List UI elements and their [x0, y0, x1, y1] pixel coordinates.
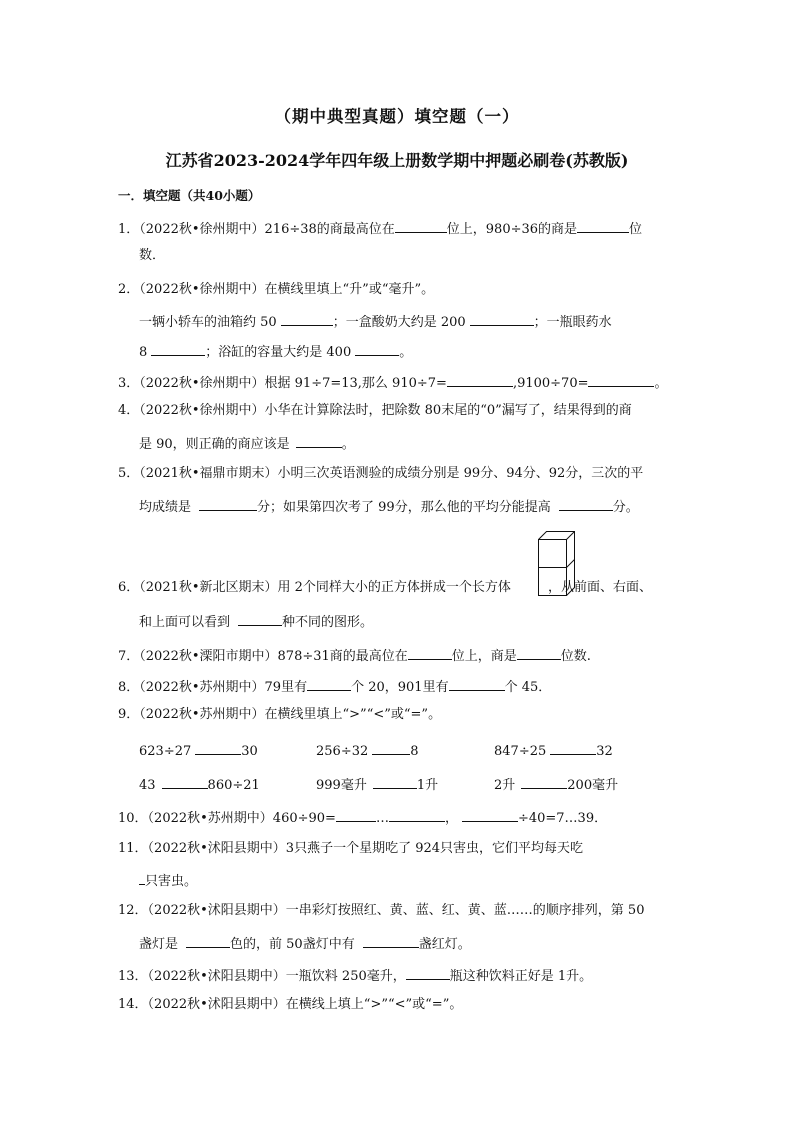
question-9 [118, 706, 441, 724]
question-4 [118, 402, 632, 420]
compare-left: 847÷25 [494, 744, 547, 759]
answer-blank[interactable] [238, 611, 282, 626]
question-text: 14．（2022秋•沭阳县期中）在横线上填上“>”“<”或“=”。 [118, 997, 463, 1012]
question-text: 13．（2022秋•沭阳县期中）一瓶饮料 250毫升， [118, 969, 406, 984]
question-text: 分。 [612, 500, 639, 515]
question-text: 个 45． [504, 680, 552, 695]
answer-blank[interactable] [521, 774, 567, 789]
compare-item [139, 774, 260, 793]
question-text: 3．（2022秋•徐州期中）根据 91÷7=13,那么 910÷7= [118, 376, 447, 391]
question-text: 。 [341, 437, 355, 452]
section-heading: 一．填空题（共40小题） [118, 188, 261, 203]
answer-blank[interactable] [588, 372, 654, 387]
page-title: （期中典型真题）填空题（一） [274, 107, 520, 126]
question-text: 位上，商是 [451, 649, 517, 664]
answer-blank[interactable] [151, 341, 205, 356]
question-11-cont [139, 870, 197, 891]
answer-blank[interactable] [447, 372, 513, 387]
question-text: 7．（2022秋•溧阳市期中）878÷31商的最高位在 [118, 649, 408, 664]
compare-right: 860÷21 [207, 778, 260, 793]
question-text: 11．（2022秋•沭阳县期中）3只燕子一个星期吃了 924只害虫，它们平均每天吃 [118, 841, 584, 856]
question-text: ；一瓶眼药水 [533, 315, 612, 330]
question-text: 数． [139, 248, 166, 263]
question-text: 位数. [560, 649, 591, 664]
answer-blank[interactable] [307, 676, 351, 691]
question-text: 个 20，901里有 [351, 680, 449, 695]
answer-blank[interactable] [577, 218, 629, 233]
answer-blank[interactable] [559, 496, 613, 511]
question-text: ,9100÷70= [512, 376, 589, 391]
question-2 [118, 281, 434, 299]
question-text: ， [444, 811, 458, 826]
compare-item [494, 774, 618, 793]
question-text: 均成绩是 [139, 500, 192, 515]
answer-blank[interactable] [363, 933, 419, 948]
question-1 [118, 218, 642, 239]
question-text: 色的，前 50盏灯中有 [230, 937, 355, 952]
question-text: 9．（2022秋•苏州期中）在横线里填上“>”“<”或“=”。 [118, 707, 442, 722]
question-text: … [375, 811, 389, 826]
compare-left: 999毫升 [316, 778, 367, 793]
compare-left: 256÷32 [316, 744, 369, 759]
question-14 [118, 996, 462, 1014]
question-text: ÷40=7…39． [517, 811, 608, 826]
answer-blank[interactable] [470, 311, 534, 326]
question-11 [118, 840, 583, 858]
question-text: 一辆小轿车的油箱约 50 [139, 315, 277, 330]
answer-blank[interactable] [195, 740, 241, 755]
compare-item [316, 740, 419, 759]
compare-right: 1升 [416, 778, 439, 793]
question-5 [118, 465, 643, 483]
question-text: 4．（2022秋•徐州期中）小华在计算除法时，把除数 80末尾的“0”漏写了，结果得到的商 [118, 403, 632, 418]
question-text: 和上面可以看到 [139, 615, 231, 630]
page-subtitle: 江苏省2023-2024学年四年级上册数学期中押题必刷卷(苏教版) [165, 151, 629, 170]
question-6-cont [139, 611, 373, 632]
compare-left: 623÷27 [139, 744, 192, 759]
compare-item [139, 740, 258, 759]
question-text: ，从前面、右面、 [547, 580, 652, 595]
question-text: 瓶这种饮料正好是 1升。 [449, 969, 593, 984]
answer-blank[interactable] [389, 807, 445, 822]
question-text: 10．（2022秋•苏州期中）460÷90= [118, 811, 336, 826]
answer-blank[interactable] [372, 740, 410, 755]
question-13 [118, 965, 592, 986]
question-4-cont [139, 433, 355, 454]
compare-right: 8 [410, 744, 419, 759]
answer-blank[interactable] [162, 774, 208, 789]
question-7 [118, 645, 591, 666]
compare-left: 2升 [494, 778, 516, 793]
question-5-cont [139, 496, 639, 517]
question-text: 12．（2022秋•沭阳县期中）一串彩灯按照红、黄、蓝、红、黄、蓝……的顺序排列，第 50 [118, 903, 645, 918]
answer-blank[interactable] [336, 807, 376, 822]
question-text: 是 90，则正确的商应该是 [139, 437, 290, 452]
compare-left: 43 [139, 778, 156, 793]
compare-right: 30 [241, 744, 258, 759]
compare-item [316, 774, 438, 793]
question-text: 5．（2021秋•福鼎市期末）小明三次英语测验的成绩分别是 99分、94分、92分，三次的平 [118, 466, 644, 481]
question-text: 1．（2022秋•徐州期中）216÷38的商最高位在 [118, 222, 395, 237]
question-2-cont [139, 311, 612, 332]
question-12 [118, 902, 644, 920]
question-text: 2．（2022秋•徐州期中）在横线里填上“升”或“毫升”。 [118, 282, 435, 297]
answer-blank[interactable] [296, 433, 342, 448]
answer-blank[interactable] [373, 774, 417, 789]
answer-blank[interactable] [550, 740, 596, 755]
compare-right: 200毫升 [567, 778, 619, 793]
question-8 [118, 676, 551, 697]
question-2-cont2 [139, 341, 412, 362]
answer-blank[interactable] [517, 645, 561, 660]
question-text: 。 [654, 376, 668, 391]
question-3 [118, 372, 668, 393]
question-6 [118, 579, 652, 597]
question-text: 6．（2021秋•新北区期末）用 2个同样大小的正方体拼成一个长方体 [118, 580, 511, 595]
question-text: 种不同的图形。 [282, 615, 374, 630]
question-text: 分；如果第四次考了 99分，那么他的平均分能提高 [257, 500, 551, 515]
answer-blank[interactable] [408, 645, 452, 660]
question-text: 只害虫。 [145, 874, 198, 889]
question-text: 盏红灯。 [418, 937, 471, 952]
answer-blank[interactable] [186, 933, 230, 948]
answer-blank[interactable] [395, 218, 447, 233]
question-text: ；一盒酸奶大约是 200 [332, 315, 466, 330]
question-text: 。 [399, 345, 413, 360]
answer-blank[interactable] [281, 311, 333, 326]
question-text: 8．（2022秋•苏州期中）79里有 [118, 680, 308, 695]
question-text: 盏灯是 [139, 937, 179, 952]
compare-item [494, 740, 613, 759]
answer-blank[interactable] [199, 496, 257, 511]
answer-blank[interactable] [355, 341, 399, 356]
question-text: 位 [629, 222, 643, 237]
question-text: 位上，980÷36的商是 [446, 222, 578, 237]
question-text: 8 [139, 345, 148, 360]
compare-right: 32 [596, 744, 613, 759]
answer-blank[interactable] [406, 965, 450, 980]
answer-blank[interactable] [449, 676, 505, 691]
question-10 [118, 807, 607, 828]
answer-blank[interactable] [462, 807, 518, 822]
question-text: ；浴缸的容量大约是 400 [205, 345, 352, 360]
question-12-cont [139, 933, 471, 954]
question-1-cont [139, 247, 165, 265]
